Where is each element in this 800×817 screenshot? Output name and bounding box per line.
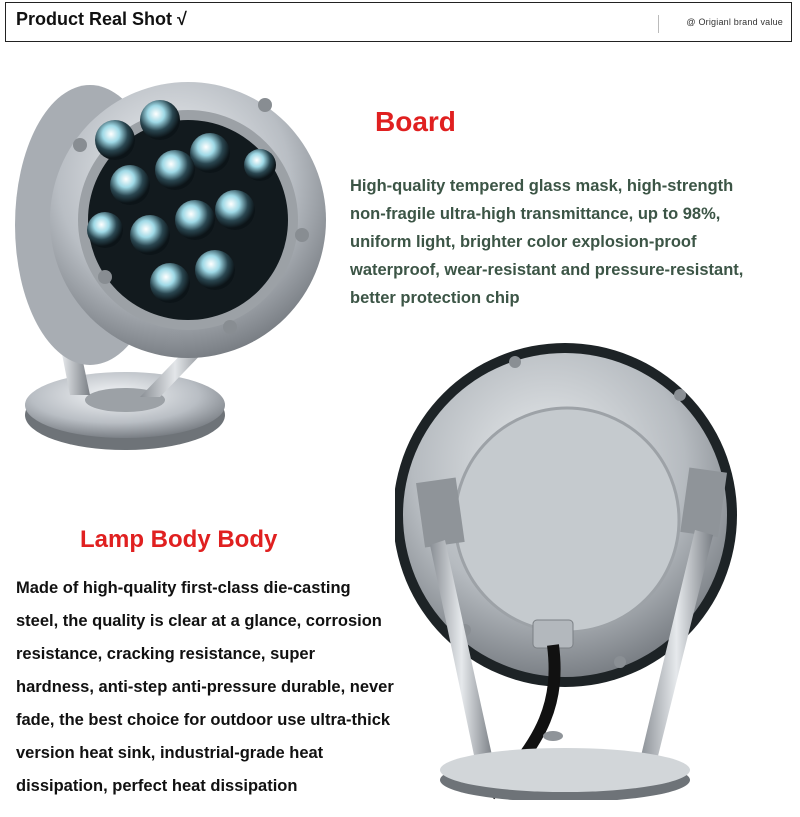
lamp-back-image [395, 340, 755, 800]
page-title: Product Real Shot √ [16, 9, 187, 29]
lamp-front-image [10, 45, 345, 465]
header-bar [5, 2, 792, 42]
board-description: High-quality tempered glass mask, high-strength non-fragile ultra-high transmittance, up to 98%, uniform light, brighter color explosion-proof waterproof, wear-resistant and pressure-resistant, better protection chip [350, 177, 744, 307]
lamp-body-description: Made of high-quality first-class die-casting steel, the quality is clear at a glance, corrosion resistance, cracking resistance, super hardness, anti-step anti-pressure durable, never fade, the best choice for outdoor use ultra-thick version heat sink, industrial-grade heat dissipation, perfect heat dissipation [16, 579, 394, 795]
brand-note: @ Origianl brand value [686, 17, 783, 27]
header-divider [658, 15, 659, 33]
lamp-body-heading: Lamp Body Body [80, 526, 278, 553]
board-heading: Board [375, 106, 456, 137]
